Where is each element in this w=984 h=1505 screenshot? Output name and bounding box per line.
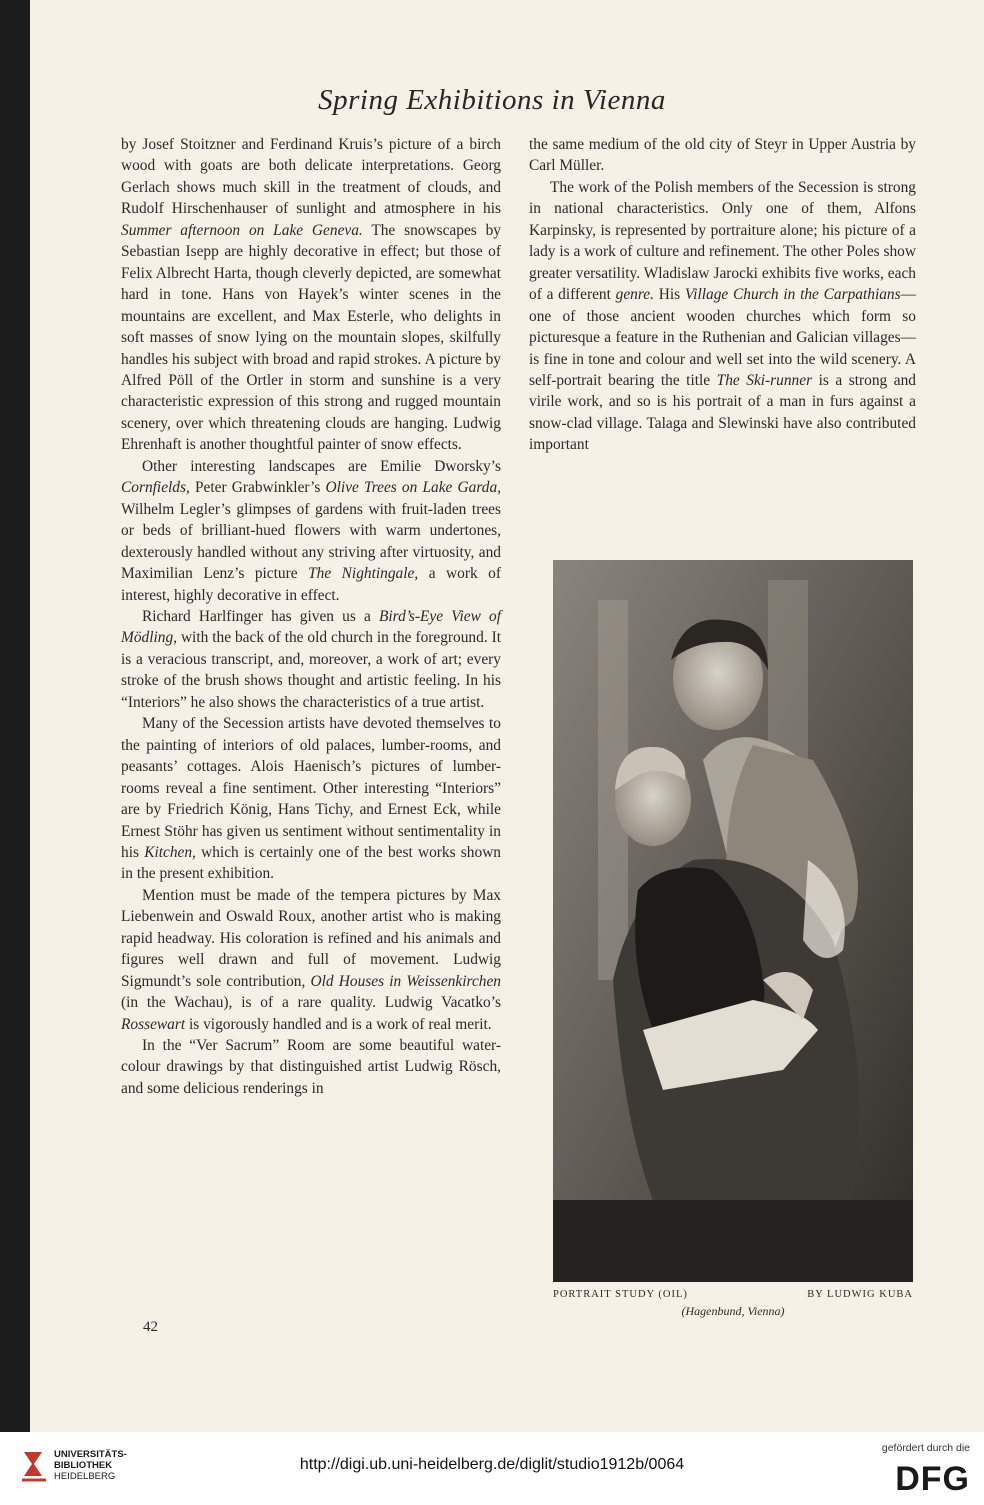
caption-title: PORTRAIT STUDY (OIL) xyxy=(553,1289,688,1300)
library-name: UNIVERSITÄTS- BIBLIOTHEK HEIDELBERG xyxy=(54,1449,127,1482)
digitization-footer xyxy=(0,1432,984,1505)
paragraph: the same medium of the old city of Steyr in Upper Austria by Carl Müller. xyxy=(529,136,916,175)
paragraph: Richard Harlfinger has given us a Bird’s-Eye View of Mödling, with the back of the old church in the foreground. It is a veracious transcript, and, moreover, a work of art; every stroke of the brush shows thought and artistic feeling. In his “Interiors” he also shows the characteristics of a true artist. xyxy=(121,607,501,711)
funder-label: gefördert durch die xyxy=(881,1442,970,1454)
paragraph: Many of the Secession artists have devoted themselves to the painting of interiors of old palaces, lumber-rooms, and peasants’ cottages. Alois Haenisch’s pictures of lumber-rooms reveal a fine sentiment. Other interesting “Interiors” are by Friedrich König, Hans Tichy, and Ernest Eck, while Ernest Stöhr has given us sentiment without sentimentality in his Kitchen, which is certainly one of the best works shown in the present exhibition. xyxy=(121,715,502,883)
paragraph: Other interesting landscapes are Emilie Dworsky’s Cornfields, Peter Grabwinkler’s Olive Trees on Lake Garda, Wilhelm Legler’s glimpses of gardens with fruit-laden trees or beds of brilliant-hued flowers with warm undertones, dexterously handled without any striving after virtuosity, and Maximilian Lenz’s picture The Nightingale, a work of interest, highly decorative in effect. xyxy=(121,457,501,604)
paragraph: In the “Ver Sacrum” Room are some beautiful water-colour drawings by that distinguished artist Ludwig Rösch, and some delicious renderings in xyxy=(121,1037,501,1097)
caption-credit: (Hagenbund, Vienna) xyxy=(681,1304,785,1318)
caption-artist: BY LUDWIG KUBA xyxy=(807,1289,913,1300)
right-text-column xyxy=(529,134,916,456)
permalink-link[interactable]: http://digi.ub.uni-heidelberg.de/diglit/studio1912b/0064 xyxy=(299,1456,685,1473)
paragraph: Mention must be made of the tempera pictures by Max Liebenwein and Oswald Roux, another artist who is making rapid headway. His coloration is refined and his animals and figures well drawn and full of movement. Ludwig Sigmundt’s sole contribution, Old Houses in Weissenkirchen (in the Wachau), is of a rare quality. Ludwig Vacatko’s Rossewart is vigorously handled and is a work of real merit. xyxy=(121,886,501,1033)
paragraph: The work of the Polish members of the Secession is strong in national characteristics. Only one of them, Alfons Karpinsky, is represented by portraiture alone; his picture of a lady is a work of culture and refinement. The other Poles show greater versatility. Wladislaw Jarocki exhibits five works, each of a different genre. His Village Church in the Carpathians—one of those ancient wooden churches which form so picturesque a feature in the Ruthenian and Galician villages—is fine in tone and colour and well set into the wild scenery. A self-portrait bearing the title The Ski-runner is a strong and virile work, and so is his portrait of a man in furs against a snow-clad village. Talaga and Slewinski have also contributed important xyxy=(529,178,917,454)
left-text-column xyxy=(121,134,501,1099)
page-number: 42 xyxy=(143,1319,158,1335)
running-head: Spring Exhibitions in Vienna xyxy=(318,84,666,116)
portrait-plate-image xyxy=(553,560,913,1282)
paragraph: by Josef Stoitzner and Ferdinand Kruis’s picture of a birch wood with goats are both delicate interpretations. Georg Gerlach shows much skill in the treatment of clouds, and Rudolf Hirschenhauser of sunlight and atmosphere in his Summer afternoon on Lake Geneva. The snowscapes by Sebastian Isepp are highly decorative in effect; but those of Felix Albrecht Harta, though cleverly depicted, are somewhat hard in tone. Hans von Hayek’s winter scenes in the mountains are excellent, and Max Esterle, who delights in soft masses of snow lying on the mountain slopes, skilfully handles his subject with broad and rapid strokes. A picture by Alfred Pöll of the Ortler in storm and sunshine is a very characteristic expression of this strong and rugged mountain scenery, over which threatening clouds are hanging. Ludwig Ehrenhaft is another thoughtful painter of snow effects. xyxy=(121,136,501,454)
portrait-illustration xyxy=(553,560,913,1282)
dfg-logo: DFG xyxy=(895,1460,970,1498)
